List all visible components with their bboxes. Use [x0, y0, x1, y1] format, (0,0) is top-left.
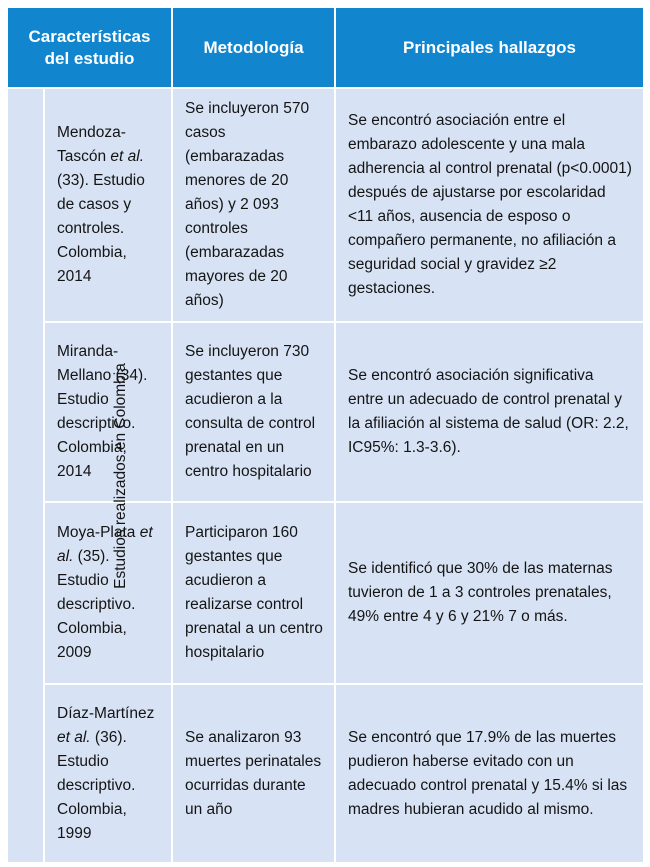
findings-cell: [335, 502, 643, 684]
study-text-rest: (36). Estudio descriptivo. Colombia, 1999: [57, 728, 136, 842]
table-row: [8, 684, 643, 863]
study-text: Moya-Plata: [57, 524, 140, 541]
study-text: Miranda-Mellano (34). Estudio descriptivo. Colombia, 2014: [57, 343, 148, 480]
study-reference: [57, 124, 145, 285]
study-etal: et al.: [57, 524, 153, 565]
studies-table-container: [8, 8, 643, 859]
findings-text: Se encontró asociación significativa entre un adecuado de control prenatal y la afiliación al sistema de salud (OR: 2.2, IC95%: 1.3-3.6).: [348, 367, 629, 456]
findings-text: Se encontró asociación entre el embarazo adolescente y una mala adherencia al control prenatal (p<0.0001) después de ajustarse por escolaridad <11 años, ausencia de esposo o compañero permanente, no afiliación a seguridad social y gravidez ≥2 gestaciones.: [348, 112, 632, 297]
study-text: Mendoza-Tascón: [57, 124, 126, 165]
studies-table: [8, 8, 643, 864]
study-text-rest: (33). Estudio de casos y controles. Colombia, 2014: [57, 172, 145, 285]
study-etal: et al.: [57, 728, 91, 746]
findings-text: Se identificó que 30% de las maternas tuvieron de 1 a 3 controles prenatales, 49% entre 4 y 6 y 21% 7 o más.: [348, 560, 613, 625]
table-row: [8, 322, 643, 502]
methodology-cell: [172, 88, 335, 322]
study-reference: [57, 705, 154, 842]
side-label: Estudios realizados en Colombia: [111, 362, 129, 589]
methodology-text: Se incluyeron 570 casos (embarazadas menores de 20 años) y 2 093 controles (embarazadas mayores de 20 años): [185, 100, 310, 309]
methodology-cell: [172, 322, 335, 502]
methodology-text: Se analizaron 93 muertes perinatales ocurridas durante un año: [185, 728, 322, 818]
study-cell: [44, 684, 172, 863]
findings-text: Se encontró que 17.9% de las muertes pudieron haberse evitado con un adecuado control prenatal y 15.4% si las madres hubieran acudido al mismo.: [348, 728, 628, 818]
table-row: [8, 502, 643, 684]
findings-cell: [335, 322, 643, 502]
header-characteristics: Características del estudio: [8, 8, 172, 88]
findings-cell: [335, 88, 643, 322]
study-reference: [57, 524, 153, 661]
study-cell: [44, 88, 172, 322]
header-methodology: Metodología: [172, 8, 335, 88]
methodology-cell: [172, 684, 335, 863]
methodology-cell: [172, 502, 335, 684]
header-findings: Principales hallazgos: [335, 8, 643, 88]
header-row: [8, 8, 643, 88]
methodology-text: Participaron 160 gestantes que acudieron a realizarse control prenatal a un centro hospitalario: [185, 524, 323, 661]
table-row: [8, 88, 643, 322]
methodology-text: Se incluyeron 730 gestantes que acudieron a la consulta de control prenatal en un centro hospitalario: [185, 343, 316, 480]
study-text: Díaz-Martínez: [57, 704, 155, 722]
findings-cell: [335, 684, 643, 863]
study-text-rest: (35). Estudio descriptivo. Colombia, 2009: [57, 548, 136, 661]
study-etal: et al.: [110, 148, 145, 165]
